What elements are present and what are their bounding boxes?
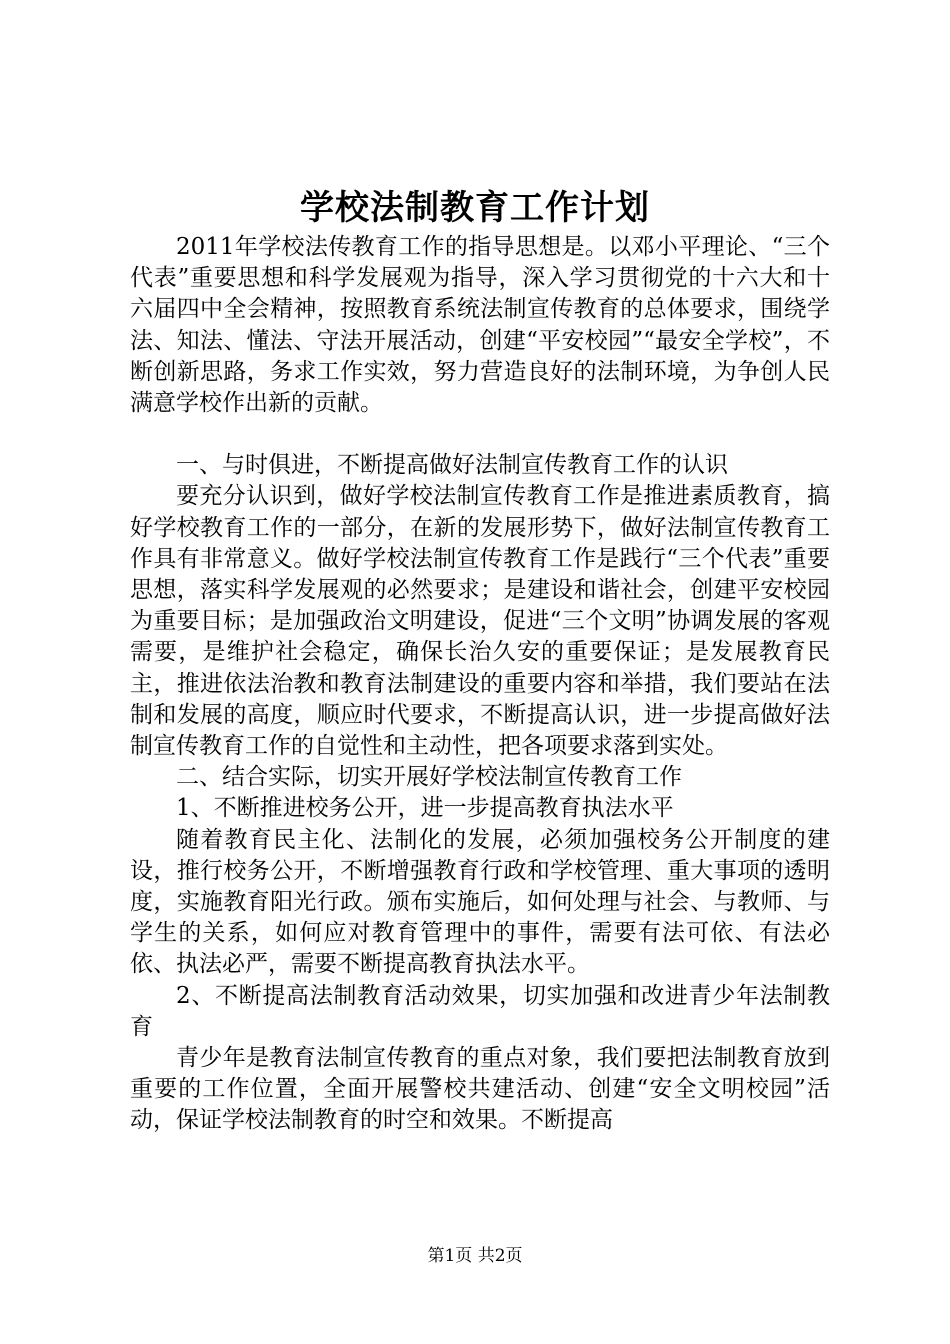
subsection-heading-2: 2、不断提高法制教育活动效果，切实加强和改进青少年法制教育 — [130, 982, 830, 1040]
paragraph-youth-education: 青少年是教育法制宣传教育的重点对象，我们要把法制教育放到重要的工作位置，全面开展警校共建活动、创建“安全文明校园”活动，保证学校法制教育的时空和效果。不断提高 — [130, 1045, 830, 1134]
paragraph-understanding: 要充分认识到，做好学校法制宣传教育工作是推进素质教育，搞好学校教育工作的一部分，在新的发展形势下，做好法制宣传教育工作具有非常意义。做好学校法制宣传教育工作是践行“三个代表”重要思想，落实科学发展观的必然要求；是建设和谐社会，创建平安校园为重要目标；是加强政治文明建设，促进“三个文明”协调发展的客观需要，是维护社会稳定，确保长治久安的重要保证；是发展教育民主，推进依法治教和教育法制建设的重要内容和举措，我们要站在法制和发展的高度，顺应时代要求，不断提高认识，进一步提高做好法制宣传教育工作的自觉性和主动性，把各项要求落到实处。 — [130, 483, 830, 760]
document-title: 学校法制教育工作计划 — [300, 188, 650, 228]
subsection-heading-1: 1、不断推进校务公开，进一步提高教育执法水平 — [176, 795, 674, 822]
document-body — [130, 232, 830, 1137]
paragraph-guiding-thought: 2011年学校法传教育工作的指导思想是。以邓小平理论、“三个代表”重要思想和科学发展观为指导，深入学习贯彻党的十六大和十六届四中全会精神，按照教育系统法制宣传教育的总体要求，围绕学法、知法、懂法、守法开展活动，创建“平安校园”“最安全学校”，不断创新思路，务求工作实效，努力营造良好的法制环境，为争创人民满意学校作出新的贡献。 — [130, 234, 830, 417]
section-heading-1: 一、与时俱进，不断提高做好法制宣传教育工作的认识 — [176, 452, 728, 479]
paragraph-school-affairs: 随着教育民主化、法制化的发展，必须加强校务公开制度的建设，推行校务公开，不断增强教育行政和学校管理、重大事项的透明度，实施教育阳光行政。颁布实施后，如何处理与社会、与教师、与学生的关系，如何应对教育管理中的事件，需要有法可依、有法必依、执法必严，需要不断提高教育执法水平。 — [130, 826, 830, 978]
section-heading-2: 二、结合实际，切实开展好学校法制宣传教育工作 — [176, 764, 682, 791]
page-footer: 第1页 共2页 — [427, 1246, 523, 1266]
